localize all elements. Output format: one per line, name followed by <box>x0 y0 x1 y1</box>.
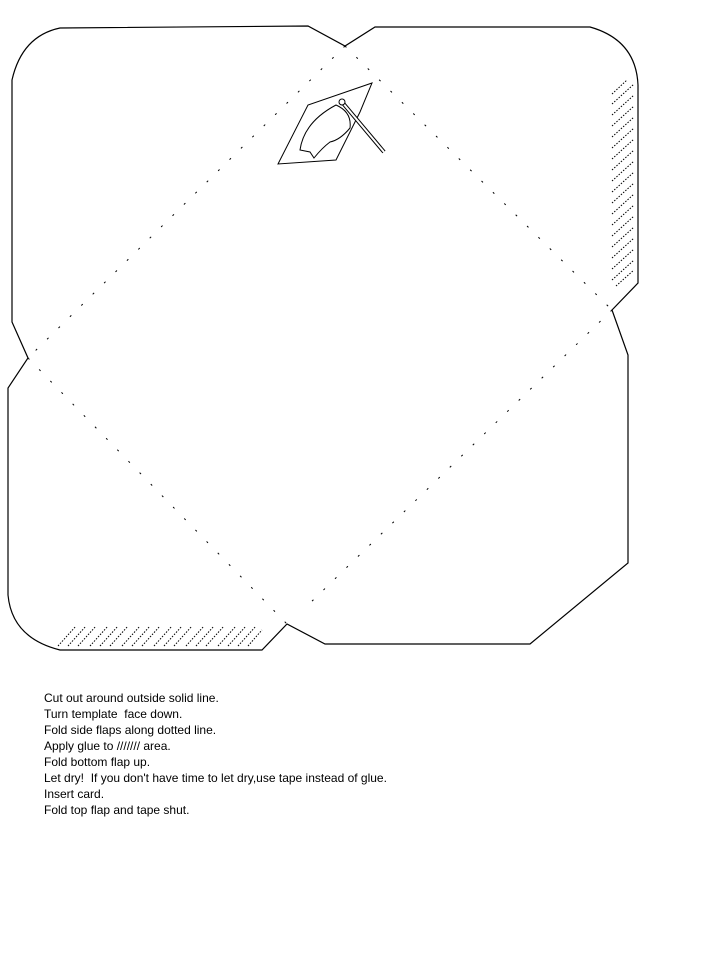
instruction-step: Let dry! If you don't have time to let dry,use tape instead of glue. <box>44 771 387 785</box>
fold-line-bottom-left <box>28 358 287 624</box>
instruction-step: Insert card. <box>44 787 105 801</box>
instructions-list <box>44 690 387 818</box>
fold-line-top-right <box>345 46 612 310</box>
instruction-step: Apply glue to /////// area. <box>44 739 171 753</box>
glue-area-right <box>612 80 634 286</box>
instruction-step: Fold bottom flap up. <box>44 755 151 769</box>
fold-line-top-left <box>28 46 345 358</box>
fold-line-bottom-right <box>308 310 612 605</box>
instruction-step: Fold side flaps along dotted line. <box>44 723 217 737</box>
instruction-step: Turn template face down. <box>44 707 183 721</box>
instruction-step: Cut out around outside solid line. <box>44 691 219 705</box>
pickaxe-and-flag-icon <box>278 83 384 164</box>
instruction-step: Fold top flap and tape shut. <box>44 803 190 817</box>
glue-area-bottom <box>58 626 262 646</box>
